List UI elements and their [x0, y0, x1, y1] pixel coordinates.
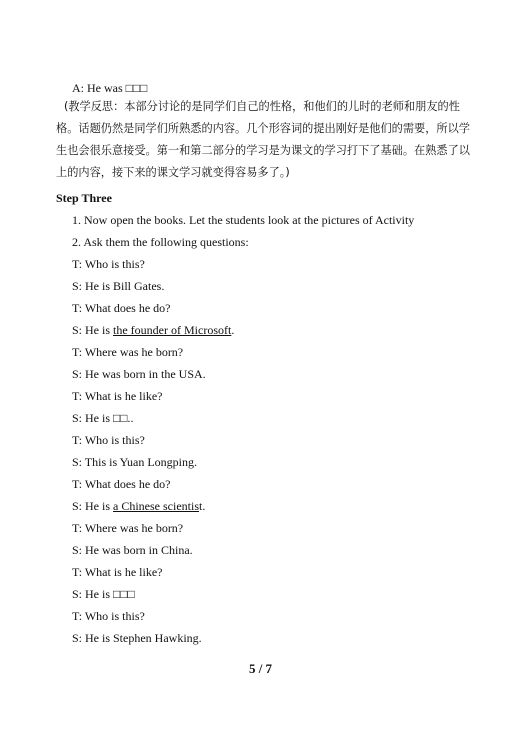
- step-three-heading: Step Three: [56, 191, 112, 205]
- page-number: 5 / 7: [248, 661, 273, 676]
- dialogue-line: T: What is he like?: [72, 565, 163, 579]
- dialogue-line: S: He is □□..: [72, 411, 134, 425]
- dialogue-line-a: A: He was □□□: [72, 81, 148, 95]
- dialogue-line: S: He is Bill Gates.: [72, 279, 165, 293]
- dialogue-line: T: What does he do?: [72, 301, 171, 315]
- dialogue-text: .: [231, 323, 235, 337]
- dialogue-line: S: This is Yuan Longping.: [72, 455, 198, 469]
- dialogue-text: t.: [199, 499, 206, 513]
- instruction-2: 2. Ask them the following questions:: [72, 235, 249, 249]
- dialogue-line: T: Who is this?: [72, 433, 145, 447]
- dialogue-line: [72, 499, 205, 513]
- dialogue-line: T: What is he like?: [72, 389, 163, 403]
- instruction-1: 1. Now open the books. Let the students look at the pictures of Activity: [72, 213, 415, 227]
- dialogue-line: T: Where was he born?: [72, 521, 184, 535]
- dialogue-text: S: He is: [72, 499, 114, 513]
- dialogue-line: [72, 323, 234, 337]
- underlined-phrase: the founder of Microsoft: [113, 323, 232, 337]
- underlined-phrase: a Chinese scientis: [113, 499, 199, 513]
- dialogue-line: T: Who is this?: [72, 609, 145, 623]
- dialogue-line: T: What does he do?: [72, 477, 171, 491]
- dialogue-text: S: He is: [72, 323, 114, 337]
- dialogue-line: S: He was born in China.: [72, 543, 193, 557]
- dialogue-line: T: Where was he born?: [72, 345, 184, 359]
- dialogue-line: S: He was born in the USA.: [72, 367, 206, 381]
- dialogue-line: T: Who is this?: [72, 257, 145, 271]
- dialogue-line: S: He is Stephen Hawking.: [72, 631, 202, 645]
- teaching-reflection: (教学反思：本部分讨论的是同学们自己的性格，和他们的儿时的老师和朋友的性格。话题仍然是同学们所熟悉的内容。几个形容词的提出刚好是他们的需要，所以学生也会很乐意接受。第一和第二部分的学习是为课文的学习打下了基础。在熟悉了以上的内容，接下来的课文学习就变得容易多了。): [56, 100, 470, 179]
- dialogue-line: S: He is □□□: [72, 587, 135, 601]
